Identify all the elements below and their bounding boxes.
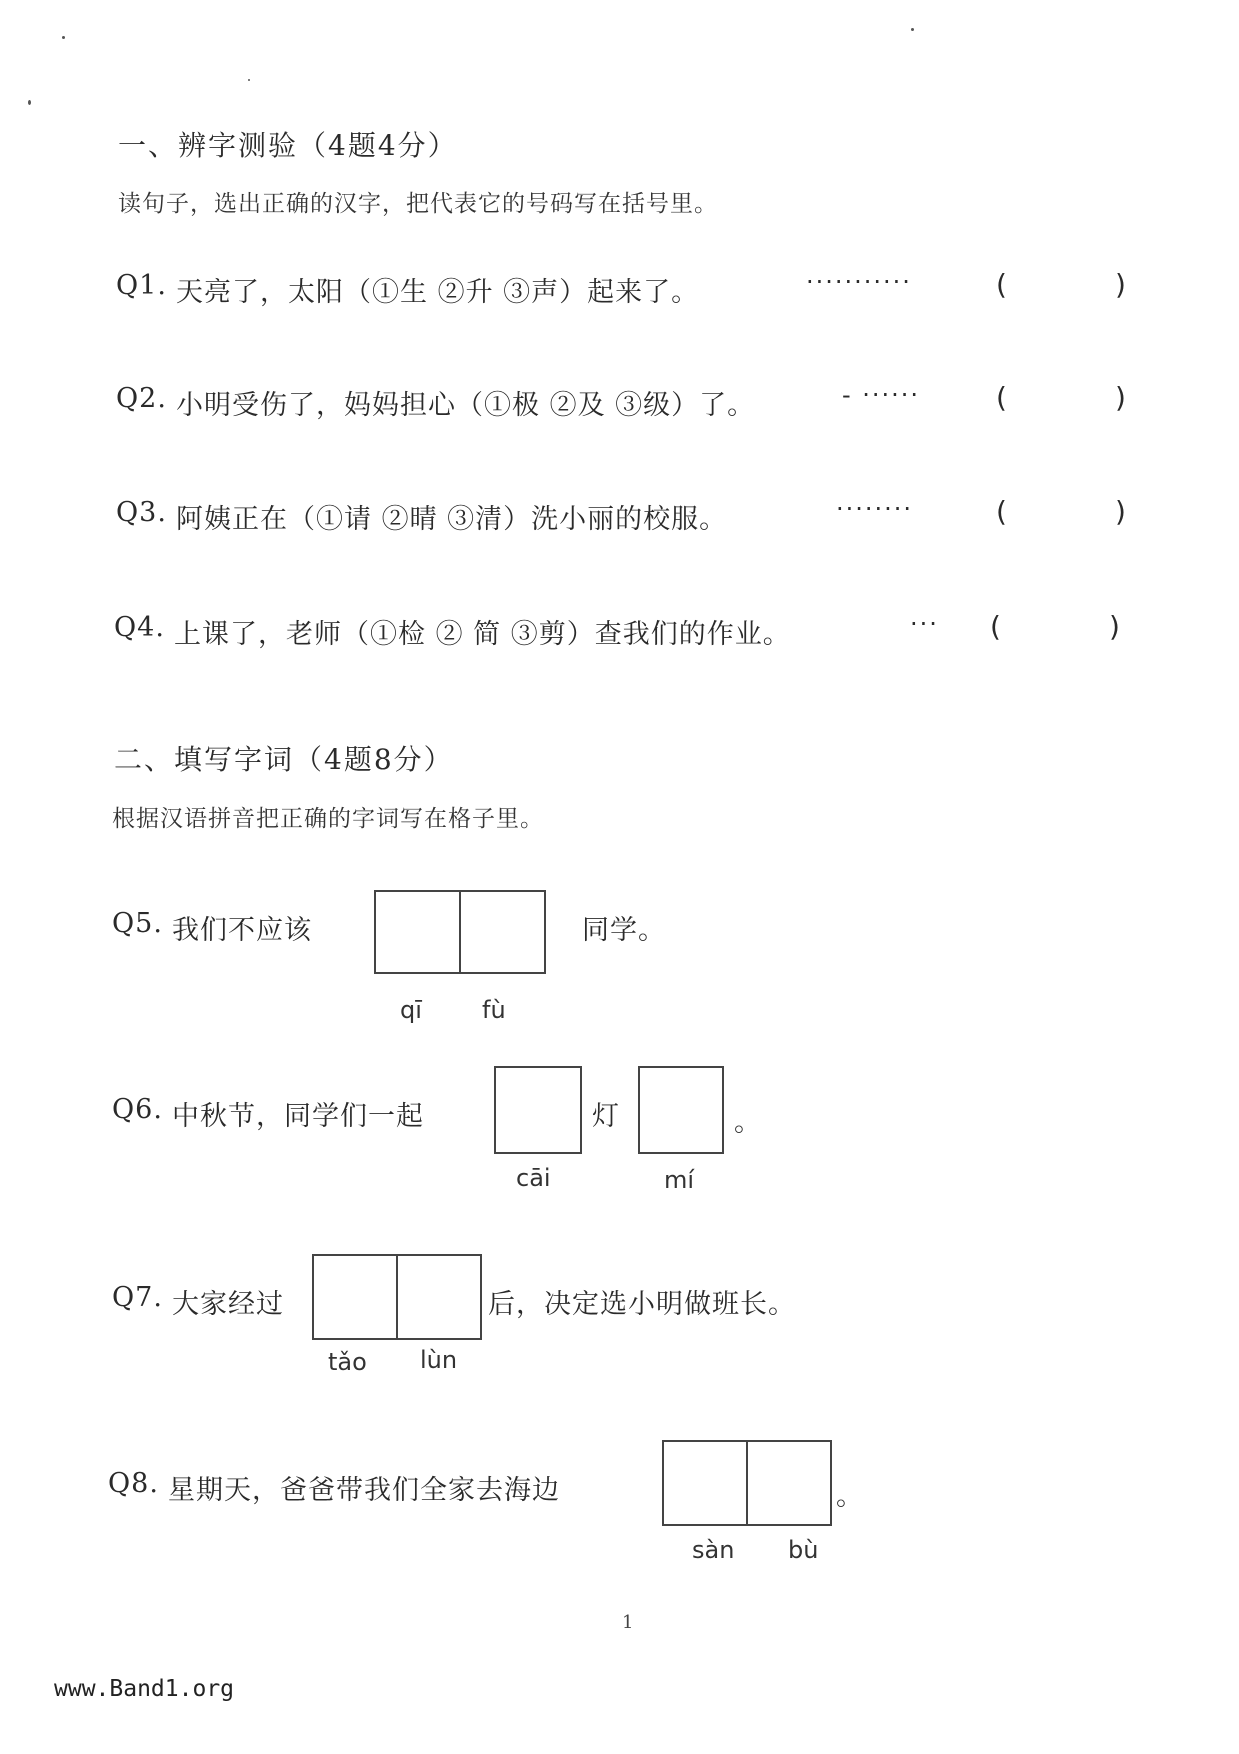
q5-text-after: 同学。 (582, 915, 666, 946)
grid-divider (746, 1442, 748, 1524)
q6-text-after: 。 (734, 1107, 762, 1138)
q1-text: 天亮了，太阳（①生 ②升 ③声）起来了。 (176, 277, 700, 308)
q6-text-before: 中秋节，同学们一起 (172, 1101, 424, 1132)
q2-answer-open: ( (996, 381, 1007, 414)
section2-heading: 二、填写字词（4题8分） (114, 743, 454, 776)
q1-answer-close: ) (1115, 268, 1126, 301)
q3-text: 阿姨正在（①请 ②晴 ③清）洗小丽的校服。 (176, 504, 728, 535)
q6-text-middle: 灯 (592, 1101, 620, 1132)
scan-speck (62, 36, 65, 39)
scan-speck (911, 28, 914, 31)
q7-label: Q7. (112, 1282, 163, 1313)
q1-label: Q1. (116, 270, 167, 301)
grid-divider (459, 892, 461, 972)
q8-text-after: 。 (836, 1481, 864, 1512)
q8-text-before: 星期天，爸爸带我们全家去海边 (168, 1475, 560, 1506)
q4-answer-close: ) (1109, 610, 1120, 643)
q4-dots: ··· (910, 610, 939, 638)
q2-answer-close: ) (1115, 381, 1126, 414)
q8-pinyin-2: bù (788, 1536, 819, 1564)
page-number: 1 (622, 1612, 634, 1633)
q6-pinyin-1: cāi (516, 1164, 551, 1192)
q8-answer-grid[interactable] (662, 1440, 832, 1526)
section2-instruction: 根据汉语拼音把正确的字词写在格子里。 (112, 806, 544, 832)
q6-answer-box-1[interactable] (494, 1066, 582, 1154)
q4-text: 上课了，老师（①检 ② 简 ③剪）查我们的作业。 (174, 619, 791, 650)
q5-pinyin-2: fù (482, 996, 506, 1024)
scan-speck (248, 79, 250, 81)
q6-pinyin-2: mí (664, 1166, 695, 1194)
q3-label: Q3. (116, 497, 167, 528)
q2-text: 小明受伤了，妈妈担心（①极 ②及 ③级）了。 (176, 390, 756, 421)
q7-answer-grid[interactable] (312, 1254, 482, 1340)
q5-pinyin-1: qī (400, 996, 422, 1024)
q1-dots: ··········· (806, 268, 912, 296)
q6-label: Q6. (112, 1094, 163, 1125)
grid-divider (396, 1256, 398, 1338)
q7-text-before: 大家经过 (172, 1289, 284, 1320)
q5-text-before: 我们不应该 (172, 915, 312, 946)
q3-answer-close: ) (1115, 495, 1126, 528)
section1-instruction: 读句子，选出正确的汉字，把代表它的号码写在括号里。 (118, 191, 718, 217)
q2-dots: - ······ (842, 381, 921, 409)
q8-label: Q8. (108, 1468, 159, 1499)
q1-answer-open: ( (996, 268, 1007, 301)
q3-dots: ········ (836, 495, 914, 523)
q6-answer-box-2[interactable] (638, 1066, 724, 1154)
q5-answer-grid[interactable] (374, 890, 546, 974)
section1-heading: 一、辨字测验（4题4分） (118, 129, 458, 162)
q7-text-after: 后，决定选小明做班长。 (488, 1289, 796, 1320)
q4-label: Q4. (114, 612, 165, 643)
q5-label: Q5. (112, 908, 163, 939)
q2-label: Q2. (116, 383, 167, 414)
q4-answer-open: ( (990, 610, 1001, 643)
scan-speck (28, 100, 31, 105)
footer-url[interactable]: www.Band1.org (54, 1676, 235, 1702)
q7-pinyin-2: lùn (420, 1346, 458, 1374)
q8-pinyin-1: sàn (692, 1536, 735, 1564)
q3-answer-open: ( (996, 495, 1007, 528)
q7-pinyin-1: tǎo (328, 1348, 367, 1376)
